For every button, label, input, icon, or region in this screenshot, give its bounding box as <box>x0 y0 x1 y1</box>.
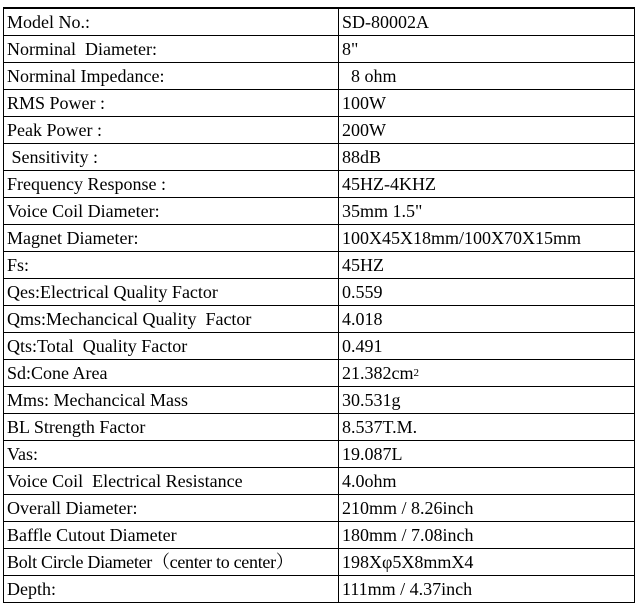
spec-value: 180mm / 7.08inch <box>339 522 635 549</box>
spec-value: 100W <box>339 90 635 117</box>
spec-label: Qms:Mechancical Quality Factor <box>4 306 339 333</box>
table-row <box>4 144 635 171</box>
table-row <box>4 279 635 306</box>
spec-value: 4.0ohm <box>339 468 635 495</box>
table-row <box>4 549 635 576</box>
table-row <box>4 90 635 117</box>
spec-value: 19.087L <box>339 441 635 468</box>
spec-label: Fs: <box>4 252 339 279</box>
table-row <box>4 225 635 252</box>
spec-label: RMS Power : <box>4 90 339 117</box>
table-row <box>4 198 635 225</box>
table-row <box>4 495 635 522</box>
table-row <box>4 522 635 549</box>
spec-value: 210mm / 8.26inch <box>339 495 635 522</box>
spec-label: Voice Coil Electrical Resistance <box>4 468 339 495</box>
table-row <box>4 414 635 441</box>
spec-label: Baffle Cutout Diameter <box>4 522 339 549</box>
spec-value: 198Xφ5X8mmX4 <box>339 549 635 576</box>
table-row <box>4 171 635 198</box>
table-row <box>4 441 635 468</box>
spec-value: 88dB <box>339 144 635 171</box>
spec-value: 35mm 1.5" <box>339 198 635 225</box>
spec-label: Peak Power : <box>4 117 339 144</box>
table-row <box>4 117 635 144</box>
spec-value: SD-80002A <box>339 8 635 36</box>
spec-label: Bolt Circle Diameter（center to center） <box>4 549 339 576</box>
spec-value: 200W <box>339 117 635 144</box>
table-row <box>4 333 635 360</box>
spec-label: Depth: <box>4 576 339 603</box>
spec-value: 8" <box>339 36 635 63</box>
spec-value: 4.018 <box>339 306 635 333</box>
spec-label: BL Strength Factor <box>4 414 339 441</box>
spec-label: Mms: Mechancical Mass <box>4 387 339 414</box>
spec-value: 30.531g <box>339 387 635 414</box>
spec-value: 0.491 <box>339 333 635 360</box>
spec-label: Sensitivity : <box>4 144 339 171</box>
spec-label: Model No.: <box>4 8 339 36</box>
spec-value: 45HZ-4KHZ <box>339 171 635 198</box>
spec-label: Qts:Total Quality Factor <box>4 333 339 360</box>
superscript-exponent: 2 <box>413 367 419 379</box>
spec-value-text: 21.382cm <box>342 363 414 383</box>
spec-label: Magnet Diameter: <box>4 225 339 252</box>
spec-label: Sd:Cone Area <box>4 360 339 387</box>
spec-value: 100X45X18mm/100X70X15mm <box>339 225 635 252</box>
spec-value <box>339 360 635 387</box>
spec-label: Overall Diameter: <box>4 495 339 522</box>
spec-label: Norminal Diameter: <box>4 36 339 63</box>
table-row <box>4 306 635 333</box>
table-row <box>4 576 635 603</box>
spec-label: Qes:Electrical Quality Factor <box>4 279 339 306</box>
spec-label: Norminal Impedance: <box>4 63 339 90</box>
table-row <box>4 387 635 414</box>
spec-label: Vas: <box>4 441 339 468</box>
table-row <box>4 468 635 495</box>
spec-value: 8 ohm <box>339 63 635 90</box>
spec-value: 111mm / 4.37inch <box>339 576 635 603</box>
spec-label: Voice Coil Diameter: <box>4 198 339 225</box>
table-row <box>4 36 635 63</box>
table-row <box>4 360 635 387</box>
table-row <box>4 252 635 279</box>
spec-label: Frequency Response : <box>4 171 339 198</box>
table-row <box>4 63 635 90</box>
spec-value: 45HZ <box>339 252 635 279</box>
spec-value: 8.537T.M. <box>339 414 635 441</box>
spec-value: 0.559 <box>339 279 635 306</box>
speaker-spec-table <box>3 7 635 603</box>
table-row <box>4 8 635 36</box>
